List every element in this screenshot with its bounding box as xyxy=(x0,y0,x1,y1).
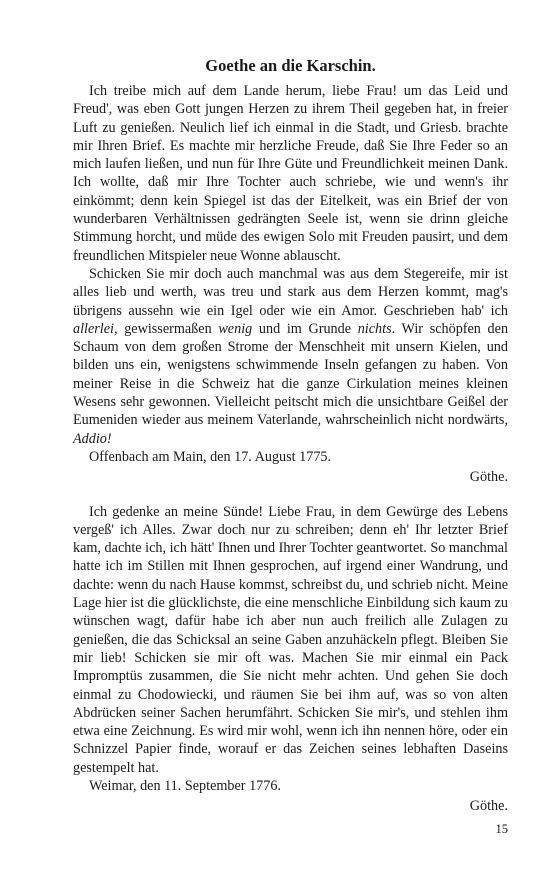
italic-text: nichts xyxy=(357,320,392,337)
letter-2-paragraph-1: Ich gedenke an meine Sünde! Liebe Frau, in dem Gewürge des Lebens vergeß' ich Alles. Zwar doch nur zu schreiben; denn eh' Ihr letzter Brief kam, dachte ich, ich hätt' Ihnen und Ihrer Tochter geantwortet. So manchmal hatte ich im Stillen mit Ihnen gesprochen, auf irgend einer Wandrung, und dachte: wenn du nach Hause kommst, schreibst du, und schrieb nicht. Meine Lage hier ist die glücklichste, die eine menschliche Einbildung sich kaum zu wünschen wagt, dafür habe ich aber nun auch freilich alle Zulagen zu genießen, die das Schicksal an seine Gaben anzuhäckeln pflegt. Bleiben Sie mir lieb! Schicken sie mir oft was. Machen Sie mir einmal ein Pack Impromptüs zusammen, die Sie nicht mehr achten. Und gehen Sie doch einmal zu Chodowiecki, und räumen Sie bei ihm auf, was so von alten Abdrücken seiner Sachen herumfährt. Schicken Sie mir's, und stehlen ihm etwa eine Zeichnung. Es wird mir wohl, wenn ich ihn nennen höre, oder ein Schnizzel Papier finde, worauf er das Zeichen seines lebhaften Daseins gestempelt hat. xyxy=(73,503,508,776)
page-content xyxy=(73,56,508,816)
letter-2-dateline: Weimar, den 11. September 1776. xyxy=(89,777,282,794)
letter-1 xyxy=(73,82,508,487)
letter-1-paragraph-1: Ich treibe mich auf dem Lande herum, liebe Frau! um das Leid und Freud', was eben Gott jungen Herzen zu ihrem Theil gegeben hat, in freier Luft zu genießen. Neulich lief ich einmal in die Stadt, und Griesb. brachte mir Ihren Brief. Es machte mir herzliche Freude, daß Sie Ihre Feder so an mich laufen ließen, und nun für Ihre Güte und Freundlichkeit meinen Dank. Ich wollte, daß mir Ihre Tochter auch schriebe, wie und wenn's ihr einkömmt; denn kein Spiegel ist das der Eitelkeit, was ein Brief der von wunderbaren Verhältnissen gedrängten Seele ist, wenn sie drinn gleiche Stimmung horcht, und müde des ewigen Solo mit Freuden pausirt, und dem freundlichen Mitspieler neue Wonne ablauscht. xyxy=(73,83,508,264)
page-title: Goethe an die Karschin. xyxy=(205,56,376,75)
text-run: gewissermaßen xyxy=(124,320,212,337)
italic-text: allerlei, xyxy=(73,320,118,337)
letter-2-signature: Göthe. xyxy=(469,798,508,815)
letter-1-dateline: Offenbach am Main, den 17. August 1775. xyxy=(89,448,332,465)
page-number: 15 xyxy=(495,822,508,836)
letter-2 xyxy=(73,503,508,816)
text-run: . Wir schöpfen den Schaum von dem großen Strome der Menschheit mit unsern Kielen, und bilden uns ein, wenigstens schwimmende Inseln gefangen zu haben. Von meiner Reise in die Schweiz hat die ganze Cirkulation meines kleinen Wesens sehr gewonnen. Vielleicht peitscht mich die unsichtbare Geißel der Eumeniden wieder aus meinem Vaterlande, wahrscheinlich nicht nordwärts, xyxy=(73,320,509,429)
letter-1-paragraph-2 xyxy=(73,265,508,448)
text-run: und im Grunde xyxy=(258,320,352,337)
letter-separator xyxy=(73,487,508,503)
italic-text: Addio! xyxy=(73,430,112,447)
text-run: Schicken Sie mir doch auch manchmal was aus dem Stegereife, mir ist alles lieb und werth, was treu und stark aus dem Herzen kommt, mag's übrigens aussehn wie ein Igel oder wie ein Amor. Geschrieben hab' ich xyxy=(73,265,508,319)
letter-1-signature: Göthe. xyxy=(469,469,508,486)
italic-text: wenig xyxy=(218,320,253,337)
